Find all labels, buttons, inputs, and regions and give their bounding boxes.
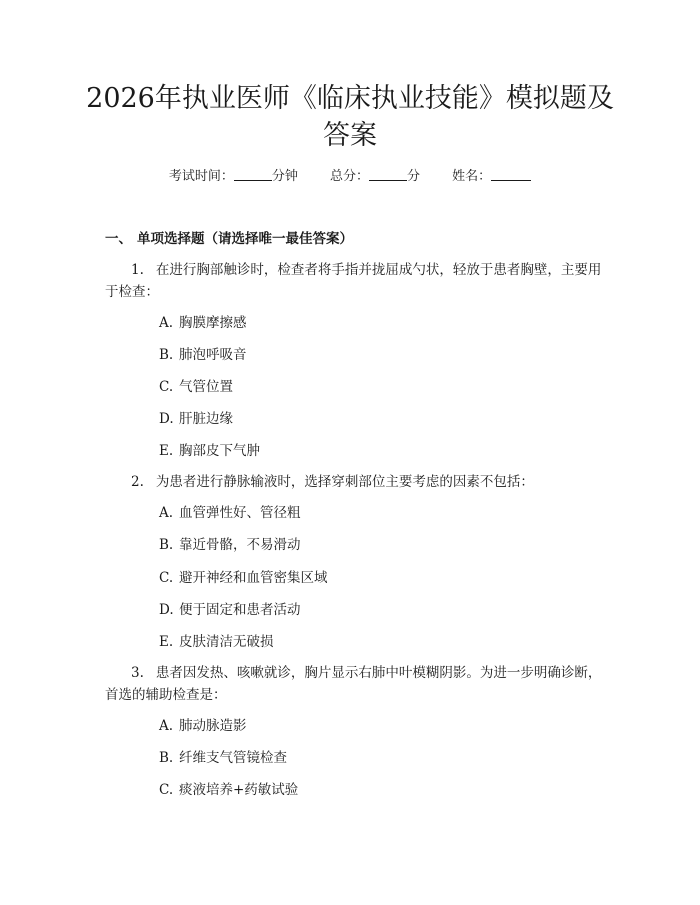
- question-2-option-a: [159, 503, 301, 523]
- exam-time-label: 考试时间：: [168, 169, 234, 184]
- option-letter: D.: [159, 411, 174, 427]
- page-title: 2026年执业医师《临床执业技能》模拟题及答案: [86, 83, 614, 151]
- option-letter: A.: [159, 505, 174, 521]
- question-2-option-e: [159, 632, 274, 652]
- option-letter: A.: [159, 315, 174, 331]
- question-1-option-d: [159, 409, 233, 429]
- question-3-option-c: [159, 780, 298, 800]
- option-letter: C.: [159, 570, 174, 586]
- question-2-option-c: [159, 568, 328, 588]
- question-number: 3.: [131, 665, 144, 681]
- option-text: 肝脏边缘: [179, 411, 233, 427]
- option-text: 纤维支气管镜检查: [179, 750, 287, 766]
- question-2-option-b: [159, 535, 301, 555]
- question-3-option-b: [159, 748, 287, 768]
- option-text: 便于固定和患者活动: [179, 602, 301, 618]
- name-blank: [491, 167, 531, 181]
- option-text: 痰液培养+药敏试验: [179, 782, 299, 798]
- question-1-option-b: [159, 345, 247, 365]
- exam-info-line: [0, 167, 700, 187]
- question-1: [105, 259, 605, 303]
- option-letter: E.: [159, 443, 174, 459]
- question-stem: [105, 471, 605, 493]
- exam-time-blank: [234, 167, 272, 181]
- question-1-option-e: [159, 441, 260, 461]
- option-text: 气管位置: [179, 379, 233, 395]
- option-text: 血管弹性好、管径粗: [179, 505, 301, 521]
- option-letter: B.: [159, 750, 174, 766]
- option-letter: B.: [159, 347, 174, 363]
- option-letter: C.: [159, 782, 174, 798]
- section-heading: [105, 229, 353, 249]
- total-score-field: [330, 167, 420, 187]
- total-score-label: 总分：: [329, 169, 369, 184]
- exam-time-unit: 分钟: [271, 169, 298, 184]
- question-1-option-a: [159, 313, 247, 333]
- total-score-blank: [369, 167, 407, 181]
- exam-time-field: [169, 167, 298, 187]
- question-number: 2.: [131, 474, 144, 490]
- question-text: 在进行胸部触诊时，检查者将手指并拢屈成勺状，轻放于患者胸壁，主要用于检查：: [105, 262, 602, 300]
- option-text: 肺动脉造影: [179, 718, 247, 734]
- question-3-option-a: [159, 716, 247, 736]
- section-number: 一、: [105, 231, 132, 247]
- question-2-option-d: [159, 600, 301, 620]
- option-text: 胸膜摩擦感: [179, 315, 247, 331]
- question-1-option-c: [159, 377, 233, 397]
- name-label: 姓名：: [452, 169, 492, 184]
- option-letter: B.: [159, 537, 174, 553]
- option-text: 皮肤清洁无破损: [179, 634, 274, 650]
- question-text: 患者因发热、咳嗽就诊，胸片显示右肺中叶模糊阴影。为进一步明确诊断，首选的辅助检查是：: [105, 665, 602, 703]
- option-letter: A.: [159, 718, 174, 734]
- option-letter: C.: [159, 379, 174, 395]
- section-title: 单项选择题（请选择唯一最佳答案）: [137, 231, 353, 247]
- option-text: 靠近骨骼，不易滑动: [179, 537, 301, 553]
- question-2: [105, 471, 605, 493]
- question-text: 为患者进行静脉输液时，选择穿刺部位主要考虑的因素不包括：: [155, 474, 534, 490]
- option-text: 肺泡呼吸音: [179, 347, 247, 363]
- question-stem: [105, 259, 605, 303]
- option-text: 避开神经和血管密集区域: [179, 570, 328, 586]
- question-number: 1.: [131, 262, 144, 278]
- option-text: 胸部皮下气肿: [179, 443, 260, 459]
- question-stem: [105, 662, 605, 706]
- option-letter: E.: [159, 634, 174, 650]
- name-field: [452, 167, 531, 187]
- question-3: [105, 662, 605, 706]
- total-score-unit: 分: [407, 169, 421, 184]
- option-letter: D.: [159, 602, 174, 618]
